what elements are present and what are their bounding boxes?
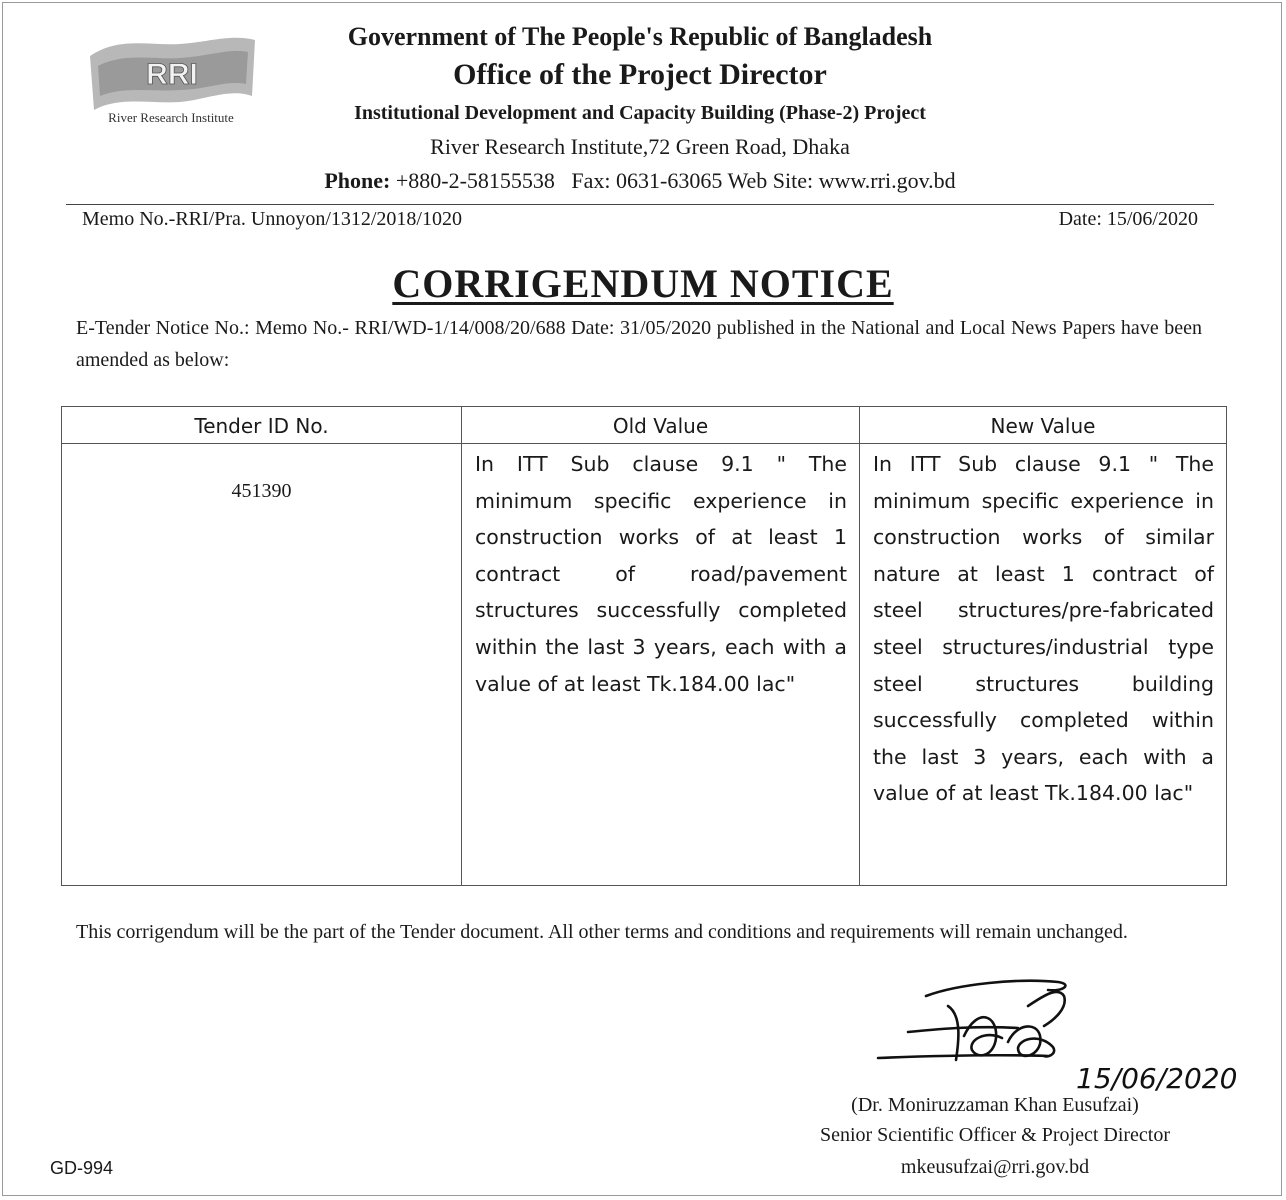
handwritten-signature [868,976,1248,1096]
notice-title-text: CORRIGENDUM NOTICE [392,261,894,306]
intro-paragraph: E-Tender Notice No.: Memo No.- RRI/WD-1/14/008/20/688 Date: 31/05/2020 published in the National and Local News Papers have been amended as below: [76,317,1202,371]
svg-text:15/06/2020: 15/06/2020 [1076,1062,1238,1095]
amendment-table [61,406,1227,886]
contact-details: +880-2-58155538 Fax: 0631-63065 Web Site: www.rri.gov.bd [395,168,956,193]
contact-line [200,168,1080,194]
header-divider [66,204,1214,205]
memo-number: Memo No.-RRI/Pra. Unnoyon/1312/2018/1020 [82,208,462,230]
logo-caption: River Research Institute [108,110,234,125]
government-heading: Government of The People's Republic of Bangladesh [347,22,933,51]
signatory-email: mkeusufzai@rri.gov.bd [900,1156,1090,1178]
project-heading: Institutional Development and Capacity Building (Phase-2) Project [354,102,926,124]
header-old-value: Old Value [462,407,860,444]
table-header-row [62,407,1227,444]
new-value-cell: In ITT Sub clause 9.1 " The minimum specific experience in construction works of similar nature at least 1 contract of steel structures/pre-fabricated steel structures/industrial type steel structures building successfully completed within the last 3 years, each with a value of at least Tk.184.00 lac" [860,444,1227,886]
office-heading: Office of the Project Director [453,58,827,91]
header-new-value: New Value [860,407,1227,444]
signatory-designation: Senior Scientific Officer & Project Director [819,1124,1171,1146]
signatory-name: (Dr. Moniruzzaman Khan Eusufzai) [851,1094,1139,1116]
notice-title [0,260,1286,307]
phone-label: Phone: [324,168,391,193]
header-tender-id: Tender ID No. [62,407,462,444]
old-value-cell: In ITT Sub clause 9.1 " The minimum specific experience in construction works of at least 1 contract of road/pavement structures successfully completed within the last 3 years, each with a value of at least Tk.184.00 lac" [462,444,860,886]
svg-text:RRI: RRI [146,58,198,91]
tender-id-cell: 451390 [62,444,462,886]
closing-paragraph: This corrigendum will be the part of the Tender document. All other terms and conditions and requirements will remain unchanged. [76,921,1128,943]
address-line: River Research Institute,72 Green Road, Dhaka [430,134,850,159]
table-row [62,444,1227,886]
footer-code: GD-994 [50,1158,114,1178]
memo-date: Date: 15/06/2020 [1058,208,1198,230]
